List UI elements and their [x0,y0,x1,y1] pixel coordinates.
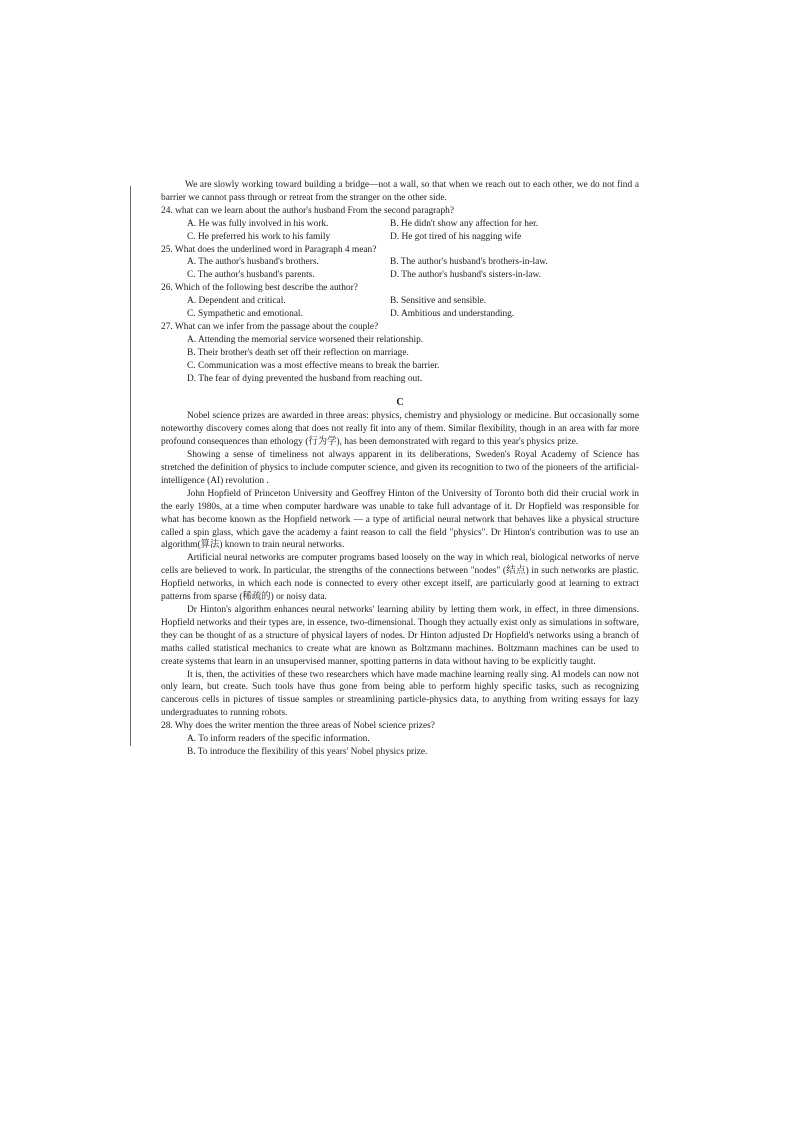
option-b[interactable]: B. Their brother's death set off their reflection on marriage. [187,347,409,358]
answer-options [161,256,639,282]
question-stem: 26. Which of the following best describe the author? [161,283,358,294]
option-b[interactable]: B. To introduce the flexibility of this years' Nobel physics prize. [187,746,428,757]
option-d[interactable]: D. The fear of dying prevented the husband from reaching out. [187,373,423,384]
question-27 [161,321,639,386]
section-c-heading: C [396,396,404,408]
option-d[interactable]: D. The author's husband's sisters-in-law. [390,270,542,281]
answer-options [161,334,639,386]
answer-options [161,218,639,244]
option-b[interactable]: B. Sensitive and sensible. [390,296,487,307]
question-stem: 24. what can we learn about the author's husband From the second paragraph? [161,205,455,216]
option-c[interactable]: C. Communication was a most effective means to break the barrier. [187,360,440,371]
question-stem: 25. What does the underlined word in Paragraph 4 mean? [161,244,377,255]
passage-b-closing-paragraph: We are slowly working toward building a bridge—not a wall, so that when we reach out to each other, we do not find a barrier we cannot pass through or retreat from the stranger on the other side. [161,180,639,203]
option-d[interactable]: D. Ambitious and understanding. [390,309,515,320]
option-b[interactable]: B. The author's husband's brothers-in-law. [390,257,548,268]
option-a[interactable]: A. Dependent and critical. [187,296,286,307]
passage-c-paragraph-1: Nobel science prizes are awarded in three areas: physics, chemistry and physiology or medicine. But occasionally some noteworthy discovery comes along that does not really fit into any of them. Similar flexibility, though in an area with far more profound consequences than ethology (行为学), has been demonstrated with regard to this year's physics prize. [161,411,639,448]
option-c[interactable]: C. The author's husband's parents. [187,270,315,281]
option-c[interactable]: C. Sympathetic and emotional. [187,309,303,320]
option-a[interactable]: A. To inform readers of the specific information. [187,734,370,745]
question-28 [161,720,639,759]
question-26 [161,282,639,321]
option-a[interactable]: A. He was fully involved in his work. [187,218,329,229]
option-c[interactable]: C. He preferred his work to his family [187,231,331,242]
exam-page [161,179,639,759]
page-margin-line [130,186,131,746]
question-24 [161,205,639,244]
option-a[interactable]: A. The author's husband's brothers. [187,257,319,268]
option-d[interactable]: D. He got tired of his nagging wife [390,231,522,242]
passage-c-paragraph-3: John Hopfield of Princeton University and Geoffrey Hinton of the University of Toronto both did their crucial work in the early 1980s, at a time when computer hardware was unable to take full advantage of it. Dr Hopfield was responsible for what has become known as the Hopfield network — a type of artificial neural network that behaves like a physical structure called a spin glass, which gave the academy a faint reason to call the field "physics". Dr Hinton's contribution was to use an algorithm(算法) known to train neural networks. [161,488,639,551]
passage-c-paragraph-5: Dr Hinton's algorithm enhances neural networks' learning ability by letting them work, in effect, in three dimensions. Hopfield networks and their types are, in essence, two-dimensional. Though they actually exist only as simulations in software, they can be thought of as a structure of physical layers of nodes. Dr Hinton adjusted Dr Hopfield's networks using a branch of maths called statistical mechanics to create what are known as Boltzmann machines. Boltzmann machines can be used to create systems that learn in an unsupervised manner, spotting patterns in data without having to be explicitly taught. [161,605,639,667]
option-b[interactable]: B. He didn't show any affection for her. [390,218,539,229]
passage-c-paragraph-4: Artificial neural networks are computer programs based loosely on the way in which real, biological networks of nerve cells are believed to work. In particular, the strengths of the connections between "nodes" (结点) in such networks are plastic. Hopfield networks, in which each node is connected to every other except itself, are particularly good at learning to extract patterns from sparse (稀疏的) or noisy data. [161,553,639,603]
passage-c-paragraph-2: Showing a sense of timeliness not always apparent in its deliberations, Sweden's Royal Academy of Science has stretched the definition of physics to include computer science, and given its recognition to two of the pioneers of the artificial-intelligence (AI) revolution . [161,450,639,486]
question-stem: 27. What can we infer from the passage about the couple? [161,321,379,332]
answer-options [161,295,639,321]
question-stem: 28. Why does the writer mention the three areas of Nobel science prizes? [161,721,435,732]
passage-c [161,410,639,720]
option-a[interactable]: A. Attending the memorial service worsened their relationship. [187,334,424,345]
passage-c-paragraph-6: It is, then, the activities of these two researchers which have made machine learning really sing. AI models can now not only learn, but create. Such tools have thus gone from being able to perform highly specific tasks, such as recognizing cancerous cells in pictures of tissue samples or streamlining particle-physics data, to anything from writing essays for lazy undergraduates to running robots. [161,669,639,719]
answer-options [161,733,639,759]
question-25 [161,244,639,283]
